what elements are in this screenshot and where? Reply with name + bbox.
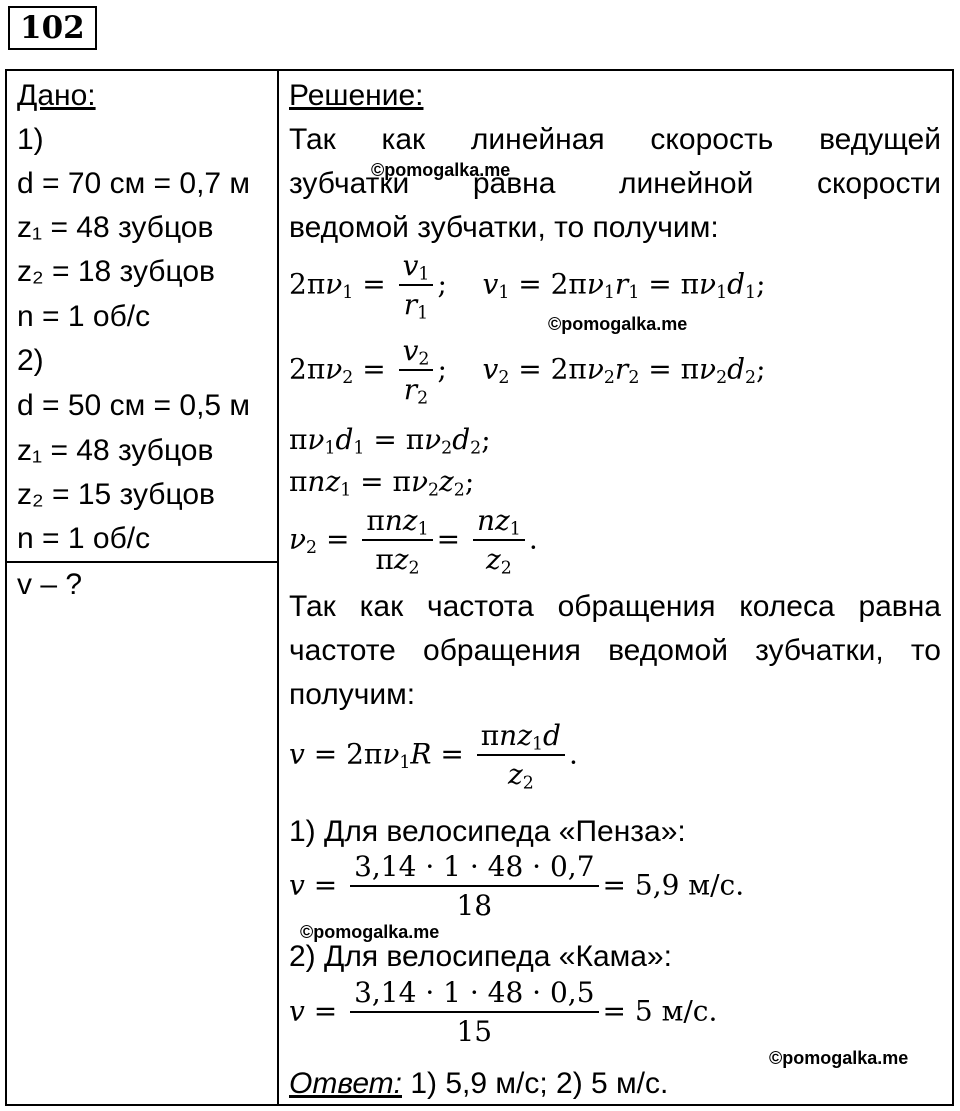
equation-5: $\nu_2$ = $\frac{\pi nz_1}{\pi z_2}$ = $\frac{nz_1}{z_2}$ . — [289, 504, 538, 579]
word: обращения — [557, 590, 716, 623]
mid-line-2 — [289, 631, 941, 671]
case-1-label: 1) Для велосипеда «Пенза»: — [289, 815, 686, 848]
word: ведущей — [819, 123, 941, 156]
given-line-7: d = 50 см = 0,5 м — [17, 389, 251, 422]
equation-2: $2\pi\nu_2$ = $\frac{v_2}{r_2}$ ; $v_2 = 2\pi\nu_2r_2 = \pi\nu_2d_2$; — [289, 334, 766, 409]
word: то — [910, 634, 941, 667]
equation-4: $\pi nz_1 = \pi\nu_2z_2$; — [289, 465, 475, 501]
case-1-result: = 5,9 м/с. — [602, 868, 745, 902]
watermark-3: ©pomogalka.me — [300, 922, 440, 942]
word: как — [381, 123, 426, 156]
case-1-numerator: 3,14 · 1 · 48 · 0,7 — [354, 850, 595, 883]
word: ведомой — [608, 634, 728, 667]
given-line-3: z₁ = 48 зубцов — [17, 211, 214, 244]
given-line-5: n = 1 об/с — [17, 300, 151, 333]
word: зубчатки — [289, 167, 410, 200]
given-line-6: 2) — [17, 344, 44, 377]
word: частота — [426, 590, 534, 623]
case-2-label: 2) Для велосипеда «Кама»: — [289, 940, 672, 973]
case-2-calc: v = $\frac{3,14 \cdot 1 \cdot 48 \cdot 0,5}{15}$ = 5 м/с. — [289, 975, 717, 1051]
word: скорости — [816, 167, 941, 200]
case-1-denominator: 18 — [350, 885, 598, 925]
intro-line-1 — [289, 120, 941, 160]
word: скорость — [650, 123, 774, 156]
word: зубчатки, — [755, 634, 884, 667]
given-line-2: d = 70 см = 0,7 м — [17, 167, 251, 200]
given-find-divider — [5, 561, 279, 563]
case-2-denominator: 15 — [350, 1011, 598, 1051]
watermark-1: ©pomogalka.me — [371, 160, 511, 180]
word: линейной — [619, 167, 754, 200]
word: как — [359, 590, 404, 623]
answer-text: 1) 5,9 м/с; 2) 5 м/с. — [402, 1067, 669, 1100]
mid-line-3: получим: — [289, 678, 416, 711]
problem-number: 102 — [8, 6, 97, 50]
equation-1: $2\pi\nu_1$ = $\frac{v_1}{r_1}$ ; $v_1 = 2\pi\nu_1r_1 = \pi\nu_1d_1$; — [289, 249, 766, 324]
given-line-10: n = 1 об/с — [17, 522, 151, 555]
word: линейная — [470, 123, 605, 156]
given-line-4: z₂ = 18 зубцов — [17, 255, 215, 288]
answer-label: Ответ: — [289, 1067, 402, 1100]
watermark-4: ©pomogalka.me — [769, 1048, 909, 1068]
word: частоте — [289, 634, 396, 667]
word: Так — [289, 590, 336, 623]
equation-3: $\pi\nu_1d_1 = \pi\nu_2d_2$; — [289, 423, 491, 459]
watermark-2: ©pomogalka.me — [548, 314, 688, 334]
mid-line-1 — [289, 587, 941, 627]
word: равна — [472, 167, 556, 200]
case-1-calc: v = $\frac{3,14 \cdot 1 \cdot 48 \cdot 0,7}{18}$ = 5,9 м/с. — [289, 849, 744, 925]
answer-line — [289, 1064, 668, 1104]
word: равна — [858, 590, 941, 623]
solution-header: Решение: — [289, 79, 424, 112]
column-divider — [277, 69, 279, 1106]
given-line-8: z₁ = 48 зубцов — [17, 434, 214, 467]
equation-6: $v = 2\pi\nu_1R$ = $\frac{\pi nz_1d}{z_2}$ . — [289, 719, 578, 794]
given-line-9: z₂ = 15 зубцов — [17, 478, 215, 511]
given-header: Дано: — [17, 79, 96, 112]
given-line-1: 1) — [17, 123, 44, 156]
intro-line-3: ведомой зубчатки, то получим: — [289, 211, 719, 244]
find-text: v – ? — [17, 568, 83, 601]
case-2-numerator: 3,14 · 1 · 48 · 0,5 — [354, 976, 595, 1009]
case-2-result: = 5 м/с. — [602, 994, 718, 1028]
word: обращения — [423, 634, 581, 667]
word: Так — [289, 123, 336, 156]
word: колеса — [739, 590, 835, 623]
